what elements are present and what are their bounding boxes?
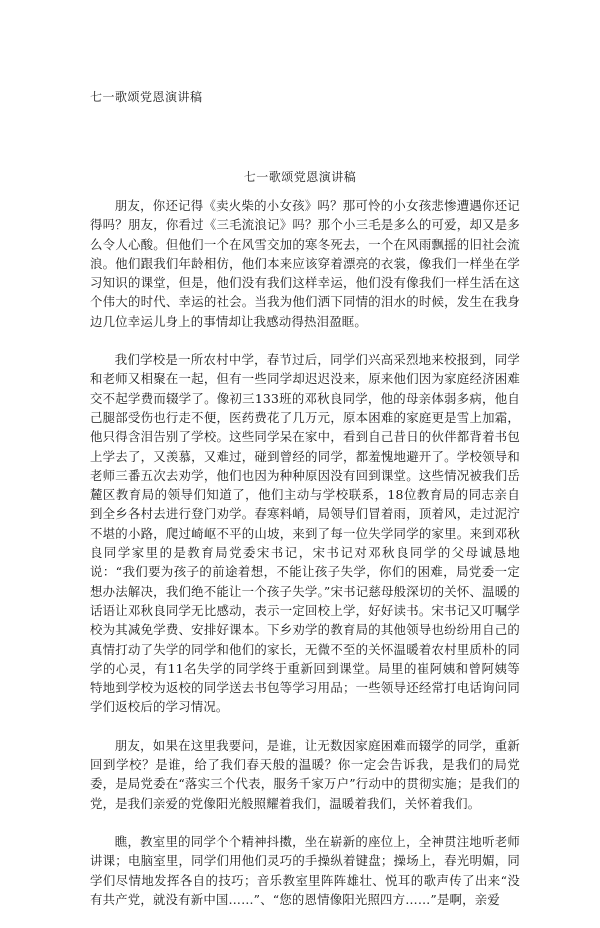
paragraph: 朋友，如果在这里我要问，是谁，让无数因家庭困难而辍学的同学，重新回到学校？是谁，给了我们春天般的温暖？你一定会告诉我，是我们的局党委，是局党委在“落实三个代表，服务千家万户”行动中的贯彻实施；是我们的党，是我们亲爱的党像阳光般照耀着我们，温暖着我们，关怀着我们。 [90,737,520,811]
paragraph: 我们学校是一所农村中学，春节过后，同学们兴高采烈地来校报到，同学和老师又相聚在一起，但有一些同学却迟迟没来，原来他们因为家庭经济困难交不起学费而辍学了。像初三133班的邓秋良同学，他的母亲体弱多病，他自己腿部受伤也行走不便，医药费花了几万元，原本困难的家庭更是雪上加霜，他只得含泪告别了学校。这些同学呆在家中，看到自己昔日的伙伴都背着书包上学去了，又羡慕，又难过，碰到曾经的同学，都羞愧地避开了。学校领导和老师三番五次去劝学，他们也因为种种原因没有回到课堂。这些情况被我们岳麓区教育局的领导们知道了，他们主动与学校联系，18位教育局的同志亲自到全乡各村去进行登门劝学。春寒料峭，局领导们冒着雨，顶着风，走过泥泞不堪的小路，爬过崎岖不平的山坡，来到了每一位失学同学的家里。来到邓秋良同学家里的是教育局党委宋书记，宋书记对邓秋良同学的父母诚恳地说：“我们要为孩子的前途着想，不能让孩子失学，你们的困难，局党委一定想办法解决，我们绝不能让一个孩子失学。”宋书记慈母般深切的关怀、温暖的话语让邓秋良同学无比感动，表示一定回校上学，好好读书。宋书记又叮嘱学校为其减免学费、安排好课本。下乡劝学的教育局的其他领导也纷纷用自己的真情打动了失学的同学和他们的家长，无微不至的关怀温暖着农村里质朴的同学的心灵，有11名失学的同学终于重新回到课堂。局里的崔阿姨和曾阿姨等特地到学校为返校的同学送去书包等学习用品；一些领导还经常打电话询问同学们返校后的学习情况。 [90,352,520,715]
paragraph: 瞧，教室里的同学个个精神抖擞，坐在崭新的座位上，全神贯注地听老师讲课；电脑室里，同学们用他们灵巧的手操纵着键盘；操场上，春光明媚，同学们尽情地发挥各自的技巧；音乐教室里阵阵雄壮、悦耳的歌声传了出来“没有共产党，就没有新中国……”、“您的恩情像阳光照四方……”是啊，亲爱 [90,833,520,907]
document-header: 七一歌颂党恩演讲稿 [90,90,203,104]
paragraph: 朋友，你还记得《卖火柴的小女孩》吗？那可怜的小女孩悲惨遭遇你还记得吗？朋友，你看过《三毛流浪记》吗？那个小三毛是多么的可爱，却又是多么令人心酸。但他们一个在风雪交加的寒冬死去，一个在风雨飘摇的旧社会流浪。他们跟我们年龄相仿，他们本来应该穿着漂亮的衣裳，像我们一样坐在学习知识的课堂，但是，他们没有我们这样幸运，他们没有像我们一样生活在这个伟大的时代、幸运的社会。当我为他们洒下同情的泪水的时候，发生在我身边几位幸运儿身上的事情却让我感动得热泪盈眶。 [90,198,520,329]
document-body [90,196,520,928]
document-title: 七一歌颂党恩演讲稿 [243,170,357,184]
